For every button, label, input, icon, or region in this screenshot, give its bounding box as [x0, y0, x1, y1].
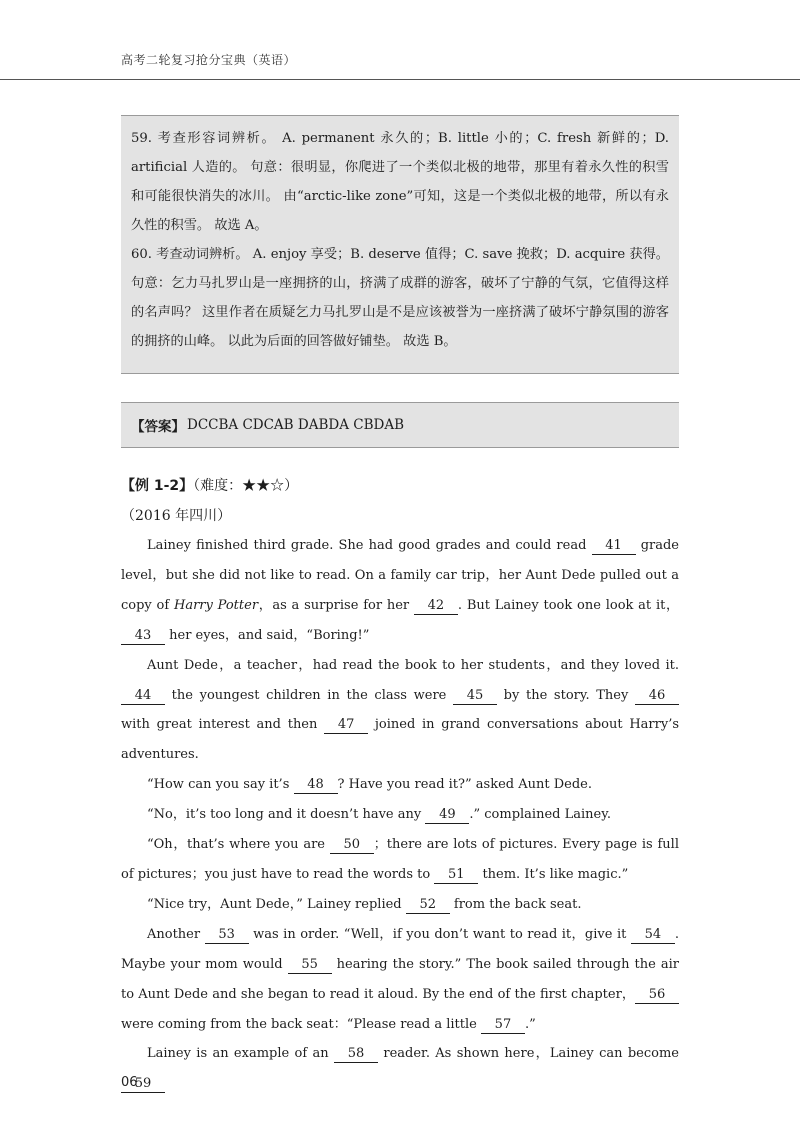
text: with great interest and then — [121, 717, 325, 733]
paragraph — [121, 651, 679, 771]
text: the youngest children in the class were — [165, 687, 453, 703]
text: Lainey is an example of an — [147, 1046, 335, 1062]
blank-59: 59 — [121, 1076, 165, 1093]
blank-43: 43 — [121, 628, 165, 645]
paragraph — [121, 890, 679, 920]
page-number: 06 — [121, 1075, 138, 1090]
blank-48: 48 — [294, 777, 338, 794]
text: . Maybe your mom would — [121, 926, 679, 972]
text: “No，it’s too long and it doesn’t have any — [147, 807, 426, 823]
text: . But Lainey took one look at it， — [457, 597, 679, 613]
blank-54: 54 — [631, 927, 675, 944]
paragraph — [121, 1039, 679, 1099]
text: them. It’s like magic.” — [478, 866, 629, 882]
blank-51: 51 — [434, 867, 478, 884]
blank-46: 46 — [635, 688, 679, 705]
paragraph — [121, 920, 679, 1040]
text: ，as a surprise for her — [258, 597, 414, 613]
text: “Nice try，Aunt Dede，” Lainey replied — [147, 896, 406, 912]
text: .” — [524, 1016, 536, 1032]
text: reader. As shown here，Lainey can become — [378, 1046, 679, 1062]
blank-44: 44 — [121, 688, 165, 705]
example-label: 【例 1-2】 — [121, 478, 194, 494]
blank-53: 53 — [205, 927, 249, 944]
text: Lainey finished third grade. She had good grades and could read — [147, 538, 592, 553]
text: was in order. “Well，if you don’t want to read it，give it — [248, 926, 631, 942]
explanation-60: 60. 考查动词辨析。 A. enjoy 享受；B. deserve 值得；C. save 挽救；D. acquire 获得。 句意：乞力马扎罗山是一座拥挤的山，挤满了成群的游客，破坏了宁静的气氛，它值得这样的名声吗？ 这里作者在质疑乞力马扎罗山是不是应该被誉为一座挤满了破坏宁静氛围的游客的拥挤的山峰。 以此为后面的回答做好铺垫。 故选 B。 — [131, 247, 669, 349]
answer-box — [121, 402, 679, 448]
text: grade level，but she did not like to read. On a family car trip，her Aunt Dede pulled out a copy of — [121, 538, 680, 613]
blank-52: 52 — [406, 897, 450, 914]
header-title: 高考二轮复习抢分宝典（英语） — [121, 53, 297, 67]
book-title: Harry Potter — [173, 597, 259, 613]
example-heading — [121, 475, 298, 495]
text: ? Have you read it?” asked Aunt Dede. — [337, 777, 592, 793]
text: .” complained Lainey. — [469, 807, 611, 823]
blank-55: 55 — [288, 957, 332, 974]
text: from the back seat. — [449, 896, 582, 912]
header-divider — [0, 79, 800, 80]
text: joined in grand conversations about Harry’s adventures. — [121, 717, 680, 763]
text: Aunt Dede，a teacher，had read the book to her students，and they loved it. — [147, 657, 679, 673]
text: ；there are lots of pictures. Every page is full of pictures；you just have to read the words to — [121, 837, 679, 882]
paragraph — [121, 800, 679, 830]
paragraph — [121, 830, 679, 890]
text: “How can you say it’s — [147, 777, 294, 793]
explanation-59: 59. 考查形容词辨析。 A. permanent 永久的；B. little 小的；C. fresh 新鲜的；D. artificial 人造的。 句意：很明显，你爬进了一个类似北极的地带，那里有着永久性的积雪和可能很快消失的冰川。 由“arctic-like zone”可知，这是一个类似北极的地带，所以有永久性的积雪。 故选 A。 — [131, 131, 669, 233]
text: Another — [147, 926, 205, 942]
paragraph — [121, 770, 679, 800]
blank-47: 47 — [324, 717, 368, 734]
text: hearing the story.” The book sailed through the air to Aunt Dede and she began to read it aloud. By the end of the first chapter， — [121, 956, 679, 1002]
blank-42: 42 — [414, 598, 458, 615]
blank-50: 50 — [330, 837, 374, 854]
example-source: （2016 年四川） — [121, 508, 232, 524]
difficulty-rating: （难度：★★☆） — [193, 478, 299, 494]
paragraph — [121, 531, 679, 651]
blank-49: 49 — [425, 807, 469, 824]
answer-label: 【答案】 — [131, 419, 185, 435]
blank-57: 57 — [481, 1017, 525, 1034]
blank-41: 41 — [592, 538, 636, 555]
cloze-passage — [121, 531, 679, 1099]
blank-58: 58 — [334, 1046, 378, 1063]
blank-45: 45 — [453, 688, 497, 705]
explanation-box — [121, 115, 679, 374]
text: by the story. They — [497, 687, 635, 703]
text: “Oh，that’s where you are — [147, 837, 330, 853]
answer-value: DCCBA CDCAB DABDA CBDAB — [187, 417, 404, 433]
text: her eyes，and said，“Boring!” — [165, 627, 370, 643]
text: were coming from the back seat：“Please read a little — [121, 1016, 481, 1032]
blank-56: 56 — [635, 987, 679, 1004]
